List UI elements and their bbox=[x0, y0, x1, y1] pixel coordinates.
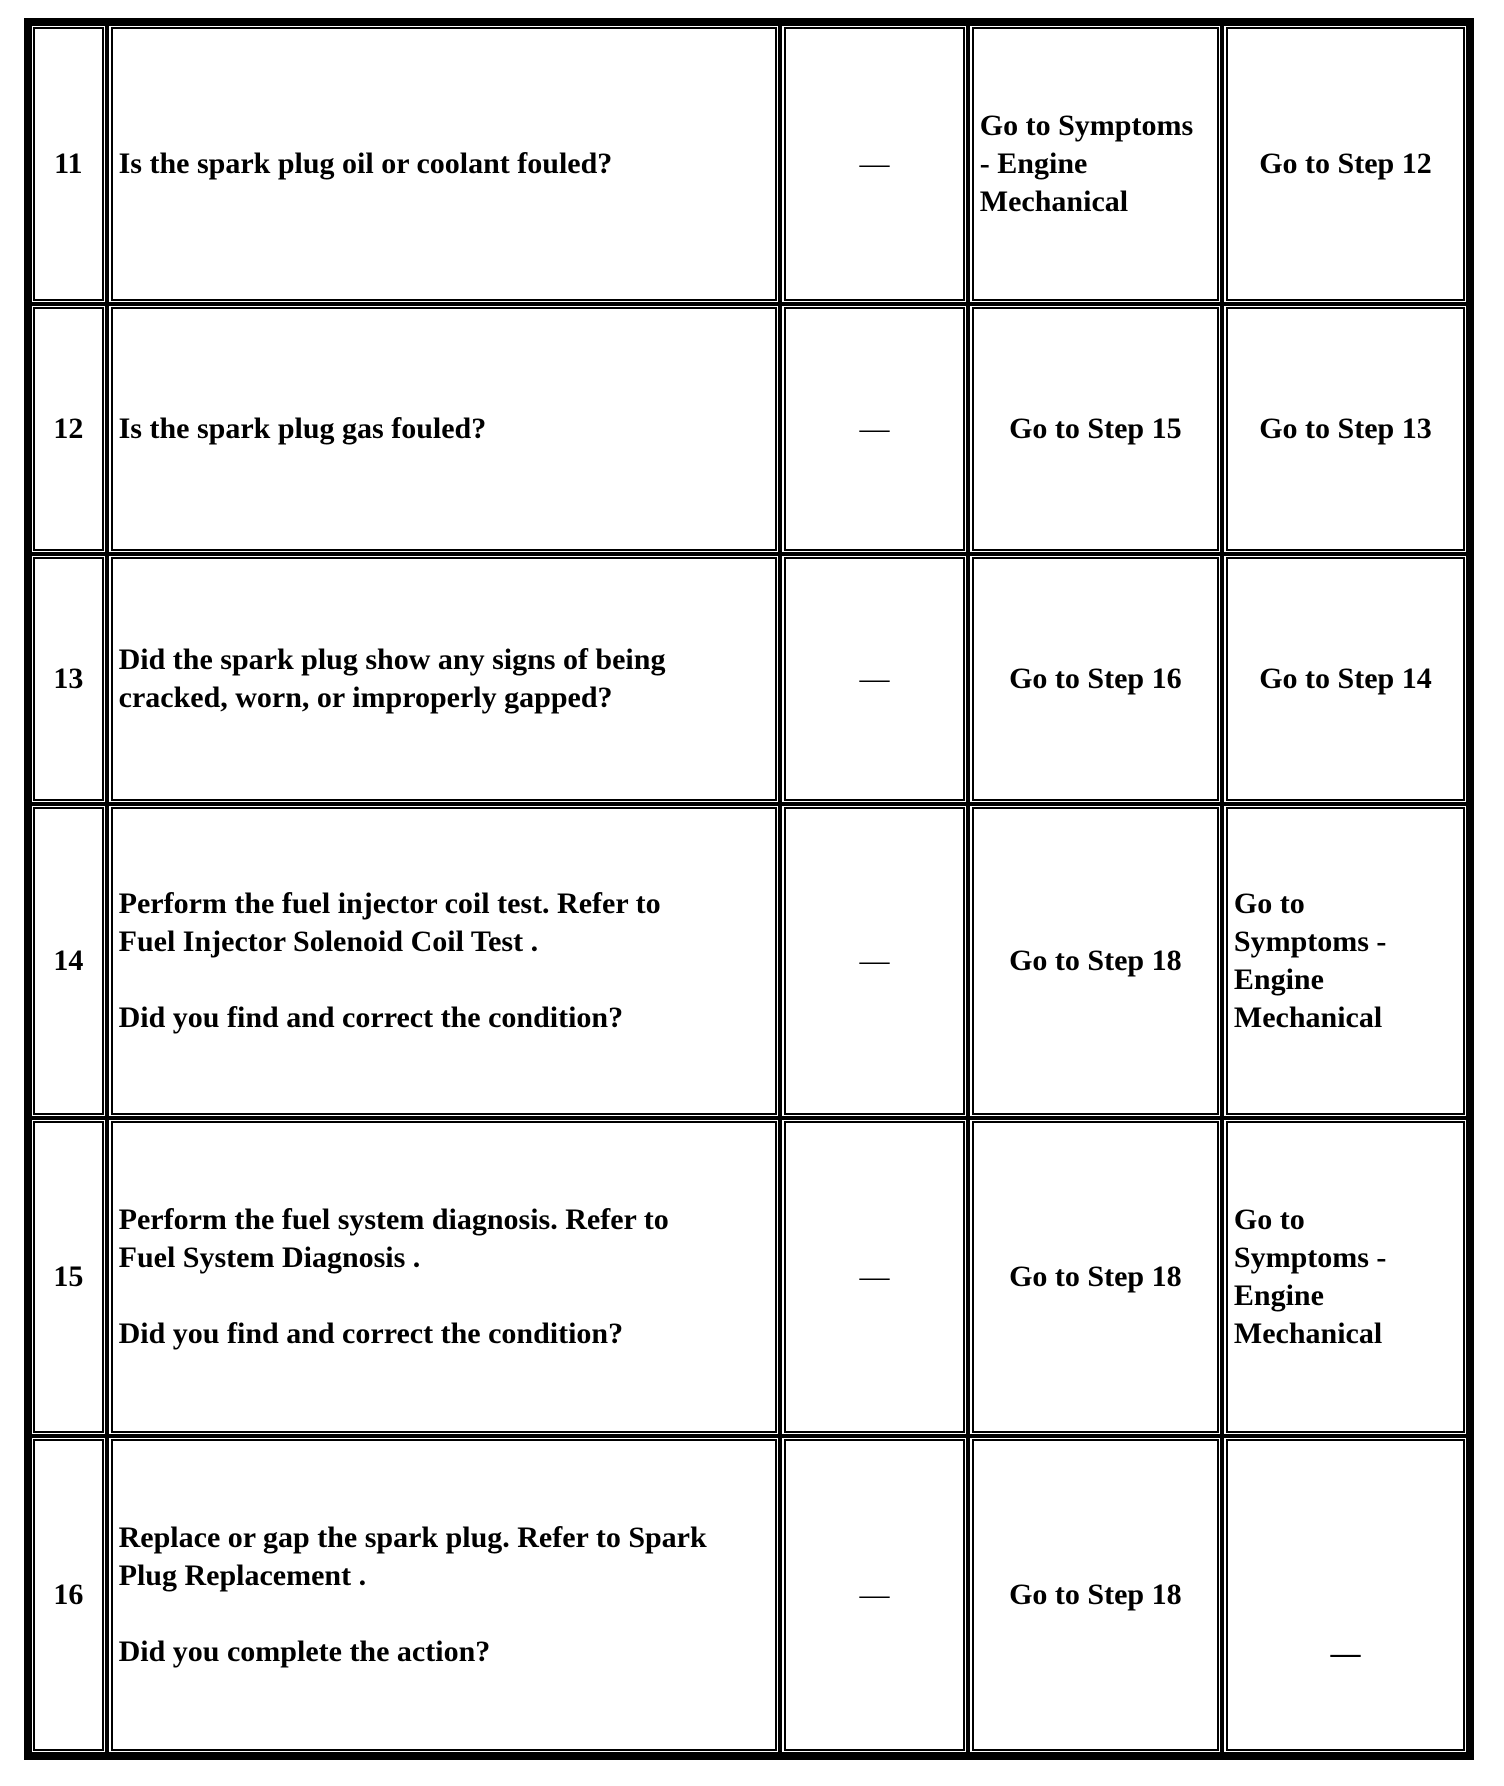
text-line bbox=[119, 1595, 770, 1633]
yes-cell bbox=[968, 304, 1222, 554]
action-cell bbox=[107, 1118, 781, 1436]
text-line: Go to Step 14 bbox=[1259, 662, 1432, 695]
text-line: Go to Step 18 bbox=[1009, 1578, 1182, 1611]
text-line: Perform the fuel injector coil test. Refer to bbox=[118, 887, 661, 920]
text-line: Go to Step 15 bbox=[1009, 412, 1182, 445]
text-line: Go to bbox=[1233, 887, 1305, 920]
yes-cell bbox=[968, 24, 1222, 304]
text-line: Mechanical bbox=[1233, 1317, 1383, 1350]
text-line: Perform the fuel system diagnosis. Refer to bbox=[118, 1203, 669, 1236]
no-cell bbox=[1222, 24, 1468, 304]
step-number: 12 bbox=[30, 304, 107, 554]
value-cell bbox=[780, 554, 968, 804]
value-dash: — bbox=[859, 147, 890, 180]
no-cell bbox=[1222, 554, 1468, 804]
table-row bbox=[30, 804, 1468, 1118]
value-dash: — bbox=[859, 944, 890, 977]
step-number: 13 bbox=[30, 554, 107, 804]
step-number: 14 bbox=[30, 804, 107, 1118]
action-cell bbox=[107, 24, 781, 304]
text-line: Fuel System Diagnosis . bbox=[118, 1241, 421, 1274]
text-line: Go to Step 18 bbox=[1009, 944, 1182, 977]
value-cell bbox=[780, 804, 968, 1118]
no-cell bbox=[1222, 1118, 1468, 1436]
text-line: Go to bbox=[1233, 1203, 1305, 1236]
text-line: Symptoms - bbox=[1233, 925, 1387, 958]
value-dash: — bbox=[859, 662, 890, 695]
text-line: Did the spark plug show any signs of being bbox=[118, 643, 666, 676]
value-cell bbox=[780, 304, 968, 554]
table-row bbox=[30, 554, 1468, 804]
text-line: Did you find and correct the condition? bbox=[118, 1317, 624, 1350]
value-dash: — bbox=[859, 412, 890, 445]
text-line: Symptoms - bbox=[1233, 1241, 1387, 1274]
value-cell bbox=[780, 1118, 968, 1436]
no-cell bbox=[1222, 304, 1468, 554]
text-line: — bbox=[1330, 1637, 1361, 1670]
text-line: Fuel Injector Solenoid Coil Test . bbox=[118, 925, 539, 958]
table-row bbox=[30, 1118, 1468, 1436]
text-line: Engine bbox=[1233, 963, 1324, 996]
no-cell bbox=[1222, 1436, 1468, 1754]
action-cell bbox=[107, 304, 781, 554]
text-line bbox=[119, 1277, 770, 1315]
no-cell bbox=[1222, 804, 1468, 1118]
diagnostic-table bbox=[24, 18, 1474, 1760]
text-line: Did you complete the action? bbox=[118, 1635, 491, 1668]
text-line bbox=[119, 961, 770, 999]
text-line: Is the spark plug oil or coolant fouled? bbox=[118, 147, 613, 180]
table-row bbox=[30, 1436, 1468, 1754]
text-line: Is the spark plug gas fouled? bbox=[118, 412, 487, 445]
action-cell bbox=[107, 1436, 781, 1754]
text-line: Replace or gap the spark plug. Refer to Spark bbox=[118, 1521, 707, 1554]
text-line: Go to Step 16 bbox=[1009, 662, 1182, 695]
text-line: Mechanical bbox=[979, 185, 1129, 218]
text-line: cracked, worn, or improperly gapped? bbox=[118, 681, 613, 714]
text-line: - Engine bbox=[979, 147, 1088, 180]
value-dash: — bbox=[859, 1260, 890, 1293]
table-row bbox=[30, 24, 1468, 304]
yes-cell bbox=[968, 1118, 1222, 1436]
text-line: Go to Step 12 bbox=[1259, 147, 1432, 180]
value-cell bbox=[780, 24, 968, 304]
action-cell bbox=[107, 554, 781, 804]
yes-cell bbox=[968, 804, 1222, 1118]
text-line: Go to Step 18 bbox=[1009, 1260, 1182, 1293]
yes-cell bbox=[968, 1436, 1222, 1754]
step-number: 11 bbox=[30, 24, 107, 304]
step-number: 16 bbox=[30, 1436, 107, 1754]
text-line: Go to Symptoms bbox=[979, 109, 1194, 142]
text-line: Go to Step 13 bbox=[1259, 412, 1432, 445]
text-line: Engine bbox=[1233, 1279, 1324, 1312]
table-row bbox=[30, 304, 1468, 554]
value-cell bbox=[780, 1436, 968, 1754]
value-dash: — bbox=[859, 1578, 890, 1611]
action-cell bbox=[107, 804, 781, 1118]
table-body bbox=[30, 24, 1468, 1754]
text-line: Did you find and correct the condition? bbox=[118, 1001, 624, 1034]
yes-cell bbox=[968, 554, 1222, 804]
text-line: Plug Replacement . bbox=[118, 1559, 367, 1592]
step-number: 15 bbox=[30, 1118, 107, 1436]
text-line: Mechanical bbox=[1233, 1001, 1383, 1034]
